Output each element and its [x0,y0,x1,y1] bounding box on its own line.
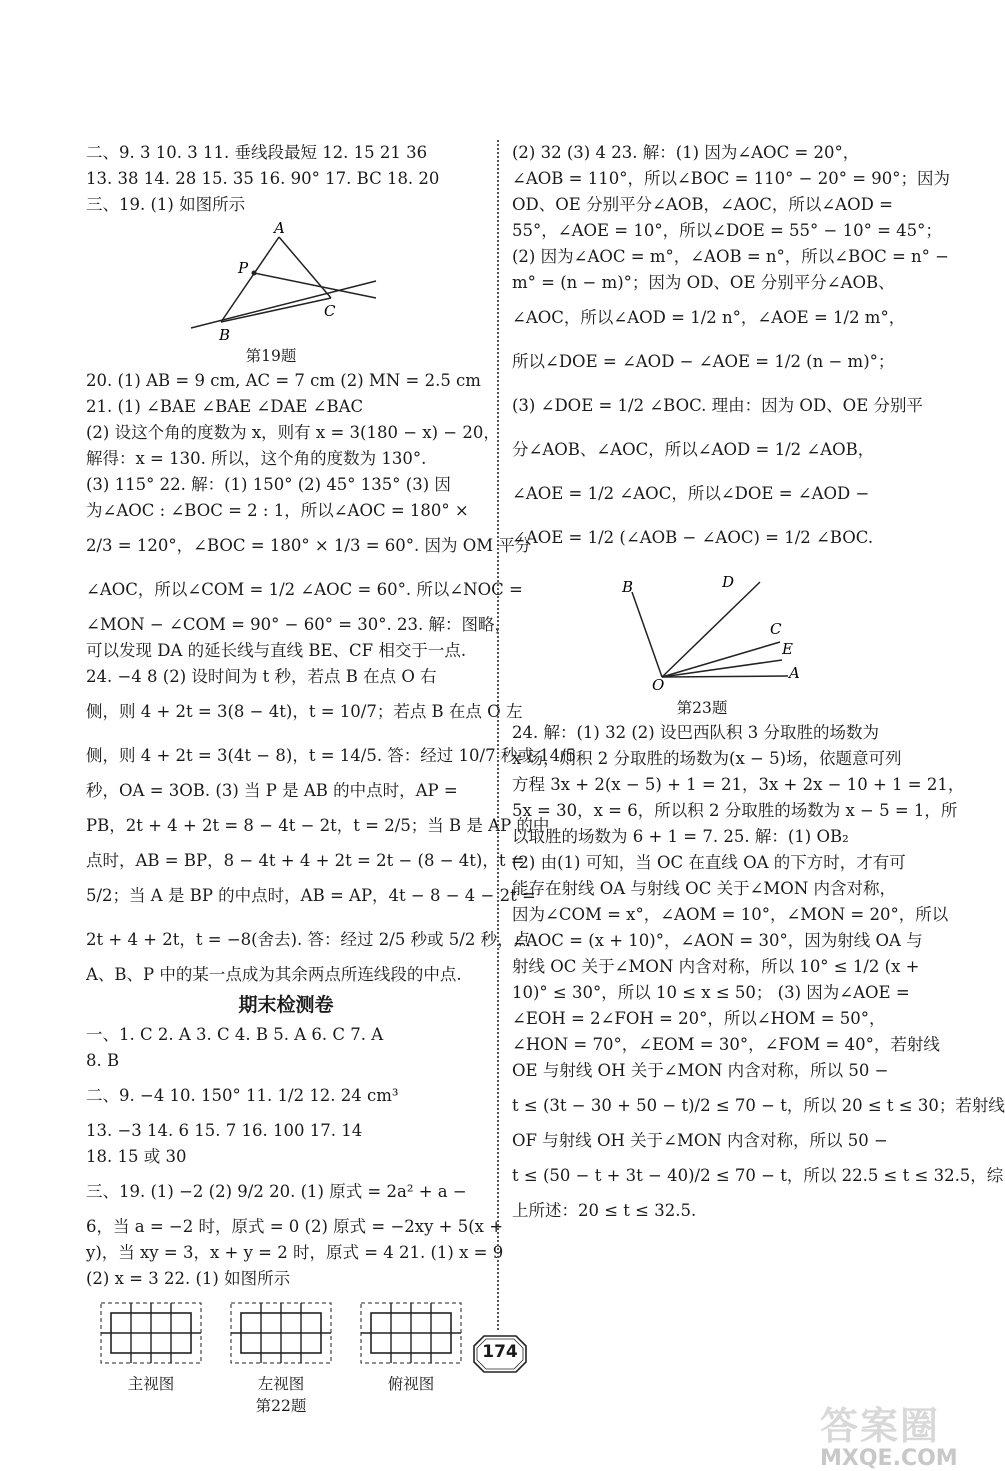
column-divider [497,140,499,1330]
text-line: (2) 32 (3) 4 23. 解：(1) 因为∠AOC = 20°， [512,143,860,162]
text-line: 侧，则 4 + 2t = 3(4t − 8)，t = 14/5. 答：经过 10/7 秒或 14/5 [86,746,577,765]
figure-23-diagram [512,562,912,692]
figure-19-diagram [86,219,486,344]
right-column [512,140,1005,1224]
text-line: ∠AOE = 1/2 ∠AOC，所以∠DOE = ∠AOD − [512,484,870,503]
figure-19-caption: 第19题 [245,347,297,365]
label-e: E [782,640,793,658]
label-a: A [789,664,800,682]
text-line: (2) x = 3 22. (1) 如图所示 [86,1269,291,1288]
text-line: 分∠AOB、∠AOC，所以∠AOD = 1/2 ∠AOB， [512,440,875,459]
text-line: 方程 3x + 2(x − 5) + 1 = 21，3x + 2x − 10 + 1 = 21， [512,775,965,794]
top-view [356,1298,466,1394]
text-line: 侧，则 4 + 2t = 3(8 − 4t)，t = 10/7；若点 B 在点 O 左 [86,702,523,721]
text-line: OE 与射线 OH 关于∠MON 内含对称，所以 50 − [512,1061,889,1080]
text-line: 为∠AOC : ∠BOC = 2 : 1，所以∠AOC = 180° × [86,501,469,520]
text-line: 可以发现 DA 的延长线与直线 BE、CF 相交于一点. [86,641,467,660]
label-d: D [722,573,735,591]
text-line: 13. −3 14. 6 15. 7 16. 100 17. 14 [86,1121,363,1140]
text-line: 二、9. −4 10. 150° 11. 1/2 12. 24 cm³ [86,1086,399,1105]
text-line: A、B、P 中的某一点成为其余两点所连线段的中点. [86,965,462,984]
text-line: OD、OE 分别平分∠AOB，∠AOC，所以∠AOD = [512,195,893,214]
text-line: 5x = 30，x = 6，所以积 2 分取胜的场数为 x − 5 = 1，所 [512,801,958,820]
text-line: 所以∠DOE = ∠AOD − ∠AOE = 1/2 (n − m)°； [512,352,895,371]
label-a: A [274,219,285,237]
label-c: C [770,620,782,638]
text-line: ∠MON − ∠COM = 90° − 60° = 30°. 23. 解：图略， [86,615,512,634]
figure-22-caption: 第22题 [255,1397,307,1415]
top-view-grid [356,1298,466,1368]
text-line: 2t + 4 + 2t，t = −8(舍去). 答：经过 2/5 秒或 5/2 秒，点 [86,930,531,949]
text-line: ∠AOE = 1/2 (∠AOB − ∠AOC) = 1/2 ∠BOC. [512,528,874,547]
text-line: t ≤ (50 − t + 3t − 40)/2 ≤ 70 − t，所以 22.5 ≤ t ≤ 32.5，综 [512,1166,1004,1185]
text-line: t ≤ (3t − 30 + 50 − t)/2 ≤ 70 − t，所以 20 ≤ t ≤ 30；若射线 [512,1096,1005,1115]
text-line: (3) 115° 22. 解：(1) 150° (2) 45° 135° (3) 因 [86,475,451,494]
watermark-title: 答案圈 [820,1404,941,1448]
text-line: (2) 由(1) 可知，当 OC 在直线 OA 的下方时，才有可 [512,853,906,872]
front-view-grid [96,1298,206,1368]
figure-23 [512,562,912,718]
text-line: (2) 设这个角的度数为 x，则有 x = 3(180 − x) − 20， [86,423,500,442]
page-number: 174 [482,1342,518,1362]
text-line: 解得：x = 130. 所以，这个角的度数为 130°. [86,449,427,468]
side-view-grid [226,1298,336,1368]
text-line: 三、19. (1) 如图所示 [86,195,246,214]
text-line: ∠AOB = 110°，所以∠BOC = 110° − 20° = 90°；因为 [512,169,951,188]
text-line: 二、9. 3 10. 3 11. 垂线段最短 12. 15 21 36 [86,143,428,162]
label-b: B [219,326,231,344]
label-b: B [622,578,634,596]
text-line: (2) 因为∠AOC = m°，∠AOB = n°，所以∠BOC = n° − [512,247,949,266]
top-view-label: 俯视图 [387,1375,435,1393]
figure-19 [86,220,486,366]
text-line: ∠EOH = 2∠FOH = 20°，所以∠HOM = 50°， [512,1009,886,1028]
figure-23-caption: 第23题 [676,699,728,717]
text-line: 射线 OC 关于∠MON 内含对称，所以 10° ≤ 1/2 (x + [512,957,920,976]
text-line: PB，2t + 4 + 2t = 8 − 4t − 2t，t = 2/5；当 B 是 AP 的中 [86,816,550,835]
text-line: y)，当 xy = 3，x + y = 2 时，原式 = 4 21. (1) x = 9 [86,1243,504,1262]
text-line: 18. 15 或 30 [86,1147,187,1166]
text-line: 2/3 = 120°，∠BOC = 180° × 1/3 = 60°. 因为 OM 平分 [86,536,532,555]
page-number-badge [472,1334,528,1374]
text-line: 55°，∠AOE = 10°，所以∠DOE = 55° − 10° = 45°； [512,221,942,240]
text-line: ∠AOC，所以∠AOD = 1/2 n°，∠AOE = 1/2 m°， [512,308,906,327]
label-p: P [238,259,249,277]
text-line: 10)° ≤ 30°，所以 10 ≤ x ≤ 50； (3) 因为∠AOE = [512,983,910,1002]
text-line: 能存在射线 OA 与射线 OC 关于∠MON 内含对称， [512,879,897,898]
text-line: 点时，AB = BP，8 − 4t + 4 + 2t = 2t − (8 − 4t)，t = [86,851,525,870]
text-line: 因为∠COM = x°，∠AOM = 10°，∠MON = 20°，所以 [512,905,949,924]
text-line: ∠AOC = (x + 10)°，∠AON = 30°，因为射线 OA 与 [512,931,923,950]
text-line: 以取胜的场数为 6 + 1 = 7. 25. 解：(1) OB₂ [512,827,849,846]
figure-22-views [96,1298,466,1394]
label-c: C [324,302,336,320]
section-title: 期末检测卷 [238,994,334,1016]
text-line: OF 与射线 OH 关于∠MON 内含对称，所以 50 − [512,1131,888,1150]
text-line: ∠AOC，所以∠COM = 1/2 ∠AOC = 60°. 所以∠NOC = [86,580,523,599]
front-view-label: 主视图 [127,1375,175,1393]
watermark-url: MXQE.COM [820,1446,958,1471]
text-line: 一、1. C 2. A 3. C 4. B 5. A 6. C 7. A [86,1025,384,1044]
side-view-label: 左视图 [257,1375,305,1393]
text-line: 5/2；当 A 是 BP 的中点时，AB = AP，4t − 8 − 4 − 2t = [86,886,536,905]
watermark [820,1395,995,1471]
text-line: 6，当 a = −2 时，原式 = 0 (2) 原式 = −2xy + 5(x + [86,1217,504,1236]
text-line: 三、19. (1) −2 (2) 9/2 20. (1) 原式 = 2a² + a − [86,1182,467,1201]
text-line: 24. 解：(1) 32 (2) 设巴西队积 3 分取胜的场数为 [512,723,879,742]
front-view [96,1298,206,1394]
label-o: O [652,676,665,694]
text-line: m° = (n − m)°；因为 OD、OE 分别平分∠AOB、 [512,273,895,292]
side-view [226,1298,336,1394]
text-line: (3) ∠DOE = 1/2 ∠BOC. 理由：因为 OD、OE 分别平 [512,396,923,415]
text-line: 24. −4 8 (2) 设时间为 t 秒，若点 B 在点 O 右 [86,667,437,686]
text-line: 8. B [86,1051,120,1070]
text-line: x 场，则积 2 分取胜的场数为(x − 5)场，依题意可列 [512,749,902,768]
text-line: 20. (1) AB = 9 cm, AC = 7 cm (2) MN = 2.5 cm [86,371,481,390]
text-line: 21. (1) ∠BAE ∠BAE ∠DAE ∠BAC [86,397,364,416]
text-line: 上所述：20 ≤ t ≤ 32.5. [512,1201,697,1220]
text-line: 13. 38 14. 28 15. 35 16. 90° 17. BC 18. 20 [86,169,440,188]
text-line: ∠HON = 70°，∠EOM = 30°，∠FOM = 40°，若射线 [512,1035,940,1054]
text-line: 秒，OA = 3OB. (3) 当 P 是 AB 的中点时，AP = [86,781,458,800]
